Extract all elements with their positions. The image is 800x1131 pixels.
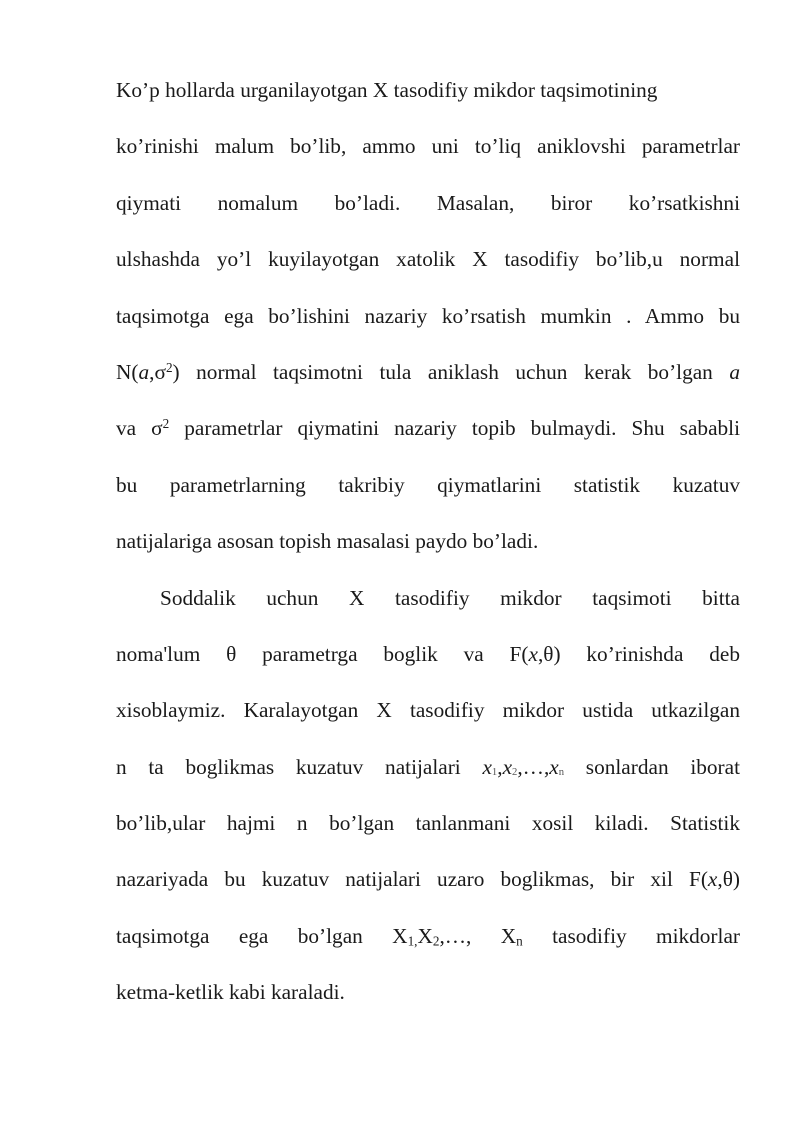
- text-line-5: taqsimotga ega bo’lishini nazariy ko’rsatish mumkin . Ammo bu: [116, 303, 740, 328]
- variable-x: x: [549, 754, 559, 779]
- text-fragment: N(: [116, 359, 139, 384]
- text-line-16: [116, 908, 740, 964]
- text-line-11: [116, 626, 740, 682]
- variable-x: x: [528, 641, 538, 666]
- text-fragment: nazariyada bu kuzatuv natijalari uzaro boglikmas, bir xil F(: [116, 867, 708, 892]
- text-fragment: X: [417, 923, 433, 948]
- text-line-3: qiymati nomalum bo’ladi. Masalan, biror ko’rsatkishni: [116, 190, 740, 215]
- text-line-4: ulshashda yo’l kuyilayotgan xatolik X tasodifiy bo’lib,u normal: [116, 247, 740, 272]
- text-fragment: ,θ) ko’rinishda deb: [537, 641, 740, 666]
- text-line-12: xisoblaymiz. Karalayotgan X tasodifiy mikdor ustida utkazilgan: [116, 698, 740, 723]
- subscript: n: [558, 766, 565, 778]
- text-fragment: taqsimotga ega bo’lgan X: [116, 923, 408, 948]
- variable-x: x: [502, 754, 513, 779]
- variable-a: a: [138, 359, 150, 384]
- subscript: 2: [512, 766, 518, 778]
- text-line-1: Ko’p hollarda urganilayotgan X tasodifiy mikdor taqsimotining: [116, 78, 658, 102]
- subscript: 1,: [407, 933, 418, 949]
- text-fragment: tasodifiy mikdorlar: [522, 923, 740, 948]
- text-line-8: bu parametrlarning takribiy qiymatlarini statistik kuzatuv: [116, 472, 740, 497]
- text-fragment: parametrlar qiymatini nazariy topib bulmaydi. Shu sababli: [169, 416, 741, 441]
- text-line-17: ketma-ketlik kabi karaladi.: [116, 980, 345, 1005]
- text-fragment: ,…,: [517, 754, 550, 779]
- text-fragment: ,σ: [149, 359, 166, 384]
- text-line-2: ko’rinishi malum bo’lib, ammo uni to’liq aniklovshi parametrlar: [116, 134, 740, 159]
- text-line-15: [116, 851, 740, 907]
- text-fragment: ,…, X: [439, 923, 517, 948]
- text-fragment: ) normal taqsimotni tula aniklash uchun kerak bo’lgan: [172, 359, 730, 384]
- text-fragment: ,: [497, 754, 503, 779]
- text-line-6: [116, 344, 740, 400]
- subscript: n: [516, 933, 523, 949]
- variable-a: a: [729, 359, 740, 384]
- text-line-13: [116, 739, 740, 795]
- text-line-10: Soddalik uchun X tasodifiy mikdor taqsimoti bitta: [160, 585, 740, 610]
- superscript: 2: [162, 416, 170, 432]
- text-line-7: [116, 400, 740, 456]
- text-fragment: va σ: [116, 416, 163, 441]
- text-fragment: ,θ): [717, 867, 740, 892]
- superscript: 2: [165, 359, 173, 375]
- document-page: [116, 62, 740, 1021]
- subscript: 2: [432, 933, 440, 949]
- text-line-14: bo’lib,ular hajmi n bo’lgan tanlanmani xosil kiladi. Statistik: [116, 811, 740, 836]
- text-line-9: natijalariga asosan topish masalasi paydo bo’ladi.: [116, 529, 539, 554]
- variable-x: x: [707, 867, 718, 892]
- variable-x: x: [482, 754, 492, 779]
- text-fragment: sonlardan iborat: [564, 754, 740, 779]
- text-fragment: noma'lum θ parametrga boglik va F(: [116, 641, 529, 666]
- text-fragment: n ta boglikmas kuzatuv natijalari: [116, 754, 483, 779]
- subscript: 1: [491, 766, 498, 778]
